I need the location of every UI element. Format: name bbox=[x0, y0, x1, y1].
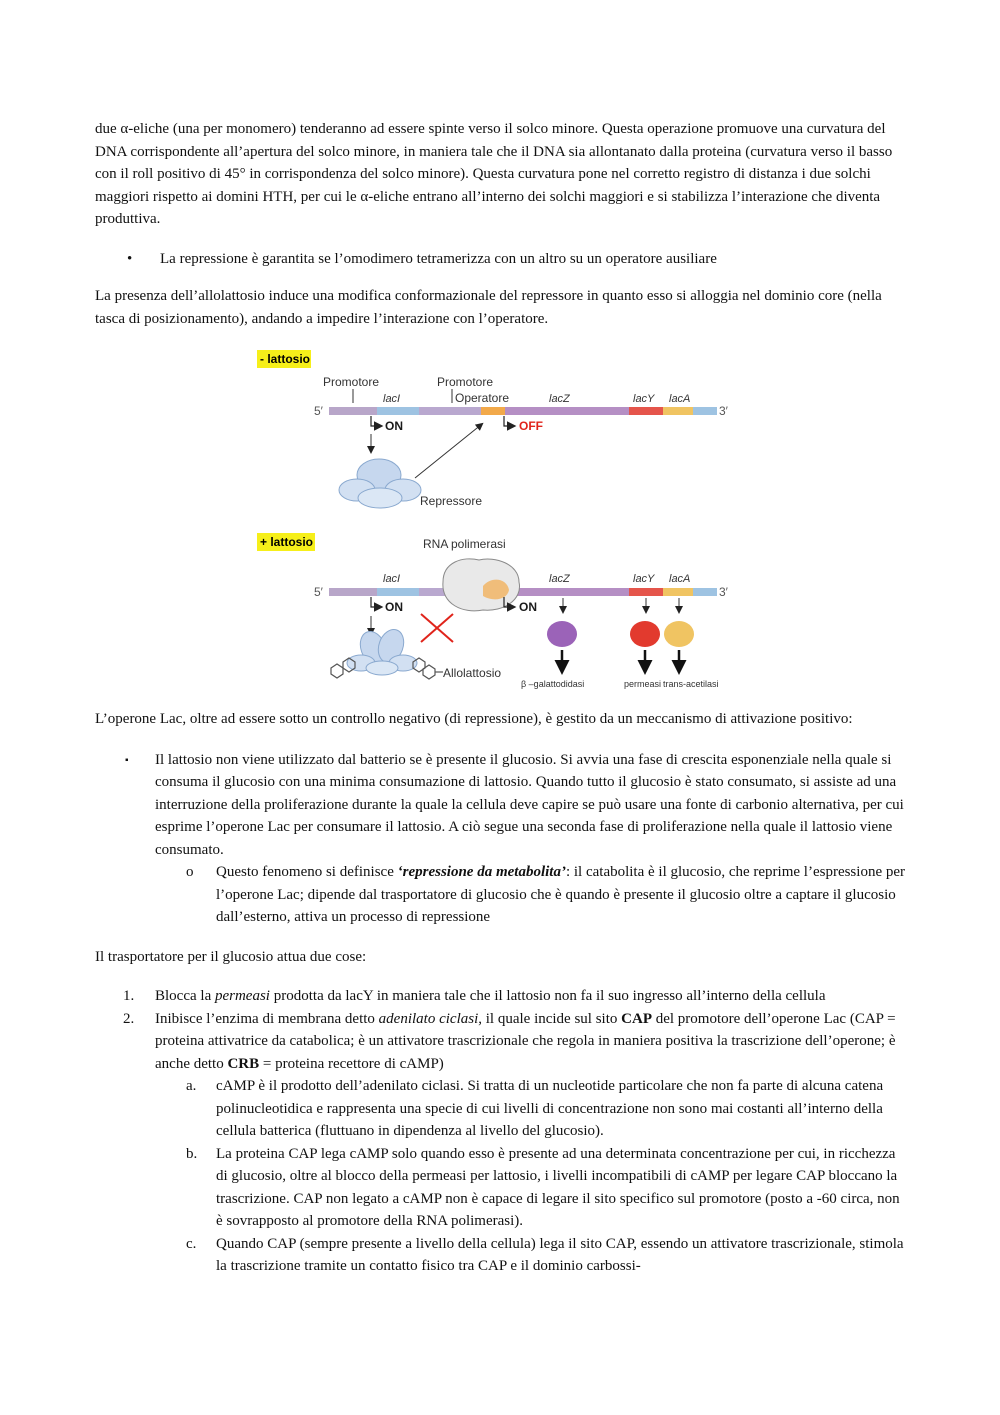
repressor-label: Repressore bbox=[420, 494, 483, 508]
paragraph-positive-activation: L’operone Lac, oltre ad essere sotto un controllo negativo (di repressione), è gestito da un meccanismo di attivazione positivo: bbox=[95, 711, 853, 727]
list-item-2 bbox=[123, 1008, 905, 1076]
promoter-label-1: Promotore bbox=[323, 375, 380, 389]
promoter-label-2: Promotore bbox=[437, 375, 494, 389]
dna-strand-bottom bbox=[329, 588, 717, 596]
list-text-2: Inibisce l’enzima di membrana detto adenilato ciclasi, il quale incide sul sito CAP del promotore dell’operone Lac (CAP = proteina attivatrice da catabolica; è un attivatore trascrizionale che regola in maniera positiva la trascrizione dell’operone; è anche detto CRB = proteina recettore di cAMP) bbox=[155, 1010, 896, 1072]
repressor-protein bbox=[339, 459, 421, 508]
laci-label-top: lacI bbox=[383, 393, 401, 405]
lacz-transcription-arrow-top bbox=[504, 416, 514, 426]
list-item-1 bbox=[123, 985, 905, 1008]
off-label: OFF bbox=[519, 419, 543, 433]
laci-transcription-arrow-bottom bbox=[371, 597, 381, 607]
list-number-1: 1. bbox=[123, 988, 135, 1004]
bullet-text: La repressione è garantita se l’omodimero tetramerizza con un altro su un operatore ausiliare bbox=[160, 250, 717, 267]
sub-bullet-marker: o bbox=[186, 864, 194, 880]
sublist-text-a: cAMP è il prodotto dell’adenilato ciclasi. Si tratta di un nucleotide particolare che non fa parte di alcuna catena polinucleotidica e rappresenta una specie di cui livelli di concentrazione non sono mai costanti all’interno della cellula batterica (fluttuano in dipendenza al livello del glucosio). bbox=[216, 1078, 884, 1139]
sub-bullet-item bbox=[186, 861, 905, 929]
allolactose-label: Allolattosio bbox=[443, 666, 502, 680]
inactivated-repressor bbox=[347, 626, 417, 675]
five-prime-top: 5′ bbox=[314, 404, 323, 418]
sublist-letter-a: a. bbox=[186, 1078, 197, 1094]
lacz-label-top: lacZ bbox=[549, 393, 570, 405]
dna-strand-top bbox=[329, 407, 717, 415]
plus-lactose-label: + lattosio bbox=[260, 535, 314, 549]
paragraph-glucose-transporter: Il trasportatore per il glucosio attua due cose: bbox=[95, 948, 367, 965]
bullet-item-tetramerization bbox=[127, 248, 905, 271]
transacetylase-protein bbox=[664, 621, 694, 647]
sublist-text-c: Quando CAP (sempre presente a livello della cellula) lega il sito CAP, essendo un attivatore trascrizionale, stimola la trascrizione tramite un contatto fisico tra CAP e il dominio carbossi- bbox=[216, 1235, 904, 1274]
metabolite-repression-term: ‘repressione da metabolita’ bbox=[397, 864, 566, 880]
square-bullet-item bbox=[125, 749, 905, 862]
bullet-marker: • bbox=[127, 250, 133, 267]
laci-label-bottom: lacI bbox=[383, 573, 401, 585]
blocked-binding-cross-icon bbox=[421, 614, 453, 642]
on-label-bottom-laci: ON bbox=[385, 600, 403, 614]
permease-label: permeasi bbox=[624, 679, 662, 689]
lacy-label-bottom: lacY bbox=[633, 573, 655, 585]
paragraph-helix-curvature: due α-eliche (una per monomero) tenderanno ad essere spinte verso il solco minore. Questa operazione promuove una curvatura del DNA corrispondente all’apertura del solco minore, in maniera tale che il DNA sia allontanato dalla proteina (curvatura verso il basso con il roll positivo di 45° in corrispondenza del solco minore). Questa curvatura pone nel corretto registro di distanza i due solchi maggiori rispetto ai domini HTH, per cui le α-eliche entrano all’interno dei solchi maggiori e si stabilizza l’interazione che diventa produttiva. bbox=[95, 121, 893, 227]
sublist-item-a bbox=[186, 1075, 905, 1143]
list-number-2: 2. bbox=[123, 1010, 135, 1027]
transacetylase-label: trans-acetilasi bbox=[663, 679, 719, 689]
on-label-top: ON bbox=[385, 419, 403, 433]
document-page bbox=[95, 118, 905, 1278]
three-prime-bottom: 3′ bbox=[719, 585, 728, 599]
minus-lactose-label: - lattosio bbox=[260, 352, 310, 366]
five-prime-bottom: 5′ bbox=[314, 585, 323, 599]
three-prime-top: 3′ bbox=[719, 404, 728, 418]
operator-label: Operatore bbox=[455, 391, 510, 405]
laca-label-top: lacA bbox=[669, 393, 691, 405]
square-bullet-marker: ▪ bbox=[125, 754, 129, 766]
sublist-item-c bbox=[186, 1233, 905, 1278]
beta-galactosidase-label: β –galattodidasi bbox=[521, 679, 585, 689]
permease-protein bbox=[630, 621, 660, 647]
rna-polymerase-shape bbox=[443, 559, 520, 611]
repressor-to-operator-arrow bbox=[415, 424, 482, 478]
on-label-bottom-lacz: ON bbox=[519, 600, 537, 614]
sublist-item-b bbox=[186, 1143, 905, 1233]
laca-label-bottom: lacA bbox=[669, 573, 691, 585]
lac-operon-diagram bbox=[257, 350, 757, 690]
paragraph-allolactose: La presenza dell’allolattosio induce una modifica conformazionale del repressore in quanto esso si alloggia nel dominio core (nella tasca di posizionamento), andando a impedire l’interazione con l’operatore. bbox=[95, 288, 882, 327]
beta-galactosidase-protein bbox=[547, 621, 577, 647]
lac-operon-figure bbox=[257, 350, 757, 690]
square-bullet-text: Il lattosio non viene utilizzato dal batterio se è presente il glucosio. Si avvia una fase di crescita esponenziale nella quale si consuma il glucosio con una minima consumazione di lattosio. Quando tutto il glucosio è stato consumato, si assiste ad una interruzione della proliferazione durante la quale la cellula deve capire se può usare una fonte di carbonio alternativa, per cui esprime l’operone Lac per consumare il lattosio. A ciò segue una seconda fase di proliferazione nella quale il lattosio viene consumato. bbox=[155, 751, 904, 858]
sublist-text-b: La proteina CAP lega cAMP solo quando esso è presente ad una determinata concentrazione per cui, in ricchezza di glucosio, oltre al blocco della permeasi per lattosio, i livelli incompatibili di cAMP per legare CAP bloccano la trascrizione. CAP non legato a cAMP non è capace di legare il sito specifico sul promotore (posto a -60 circa, non è sovrapposto al promotore della RNA polimerasi). bbox=[216, 1145, 900, 1229]
sub-bullet-text: Questo fenomeno si definisce ‘repressione da metabolita’: il catabolita è il glucosio, che reprime l’espressione per l’operone Lac; dipende dal trasportatore di glucosio che è quando è presente il glucosio oltre a captare il glucosio dall’esterno, attiva un processo di repressione bbox=[216, 864, 905, 925]
list-text-1: Blocca la permeasi prodotta da lacY in maniera tale che il lattosio non fa il suo ingresso all’interno della cellula bbox=[155, 988, 826, 1004]
sublist-letter-c: c. bbox=[186, 1235, 197, 1252]
sublist-letter-b: b. bbox=[186, 1145, 198, 1162]
lacy-label-top: lacY bbox=[633, 393, 655, 405]
laci-transcription-arrow-top bbox=[371, 416, 381, 426]
rna-polymerase-label: RNA polimerasi bbox=[423, 537, 506, 551]
lacz-label-bottom: lacZ bbox=[549, 573, 570, 585]
